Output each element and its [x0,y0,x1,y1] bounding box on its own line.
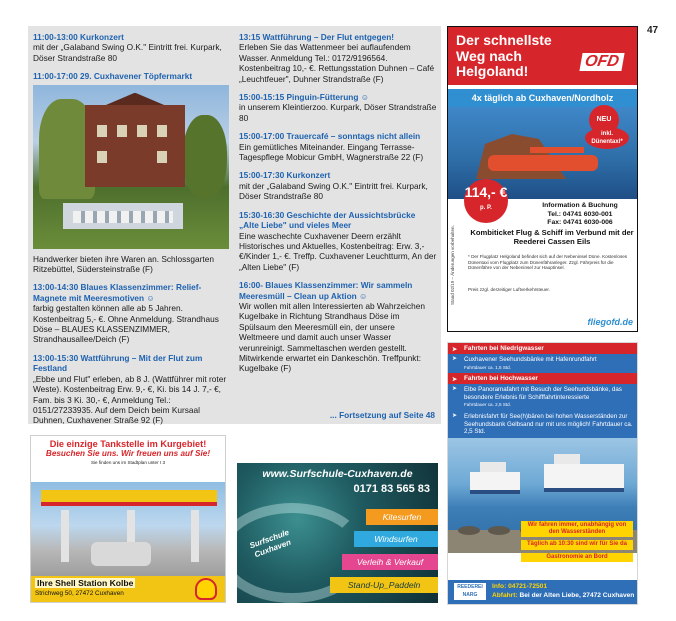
ofd-website-link[interactable]: fliegofd.de [587,317,633,327]
bullet-item: Wir fahren immer, unabhängig von den Wasserständen [521,521,633,537]
shell-slogan: Besuchen Sie uns. Wir freuen uns auf Sie! [45,449,211,458]
price-value: 114,- € [464,184,508,200]
event-title: 11:00-17:00 29. Cuxhavener Töpfermarkt [33,71,193,82]
event-item [33,254,233,275]
arrow-icon: ➤ [452,377,458,384]
shell-headline: Die einzige Tankstelle im Kurgebiet! [49,439,207,449]
event-item [239,32,437,84]
event-body: „Ebbe und Flut" erleben, ab 8 J. (Wattführer mit roter Weste). Kostenbeitrag Erw. 9,- €, Ki. bis 14 J. 7,- €, Fam. bis 3 Ki. 30,- €, Anmeldung Tel.: 0151/27233935. Auf dem Deich beim Kursaal Duhnen, Cuxhavener Straße 92 (F) [33,373,227,426]
event-title: 15:00-17:00 Trauercafé – sonntags nicht allein [239,131,421,142]
neu-badge: NEU [589,105,619,135]
event-title: 13:00-14:30 Blaues Klassenzimmer: Relief-Magnete mit Meeresmotiven ☺ [33,282,202,303]
shell-map-note: Sie finden uns im Stadtplan unter I 3 [90,460,166,465]
ofd-contact [524,202,636,228]
event-item [33,353,233,426]
station-address: Strichweg 50, 27472 Cuxhaven [35,590,124,597]
event-body: in unserem Kleintierzoo. Kurpark, Döser Strandstraße 80 [239,102,437,123]
ofd-headline: Der schnellste Weg nach Helgoland! [456,32,552,79]
service-verleih: Verleih & Verkauf [342,554,438,570]
neu-sub-badge: inkl. Dünentaxi* [585,127,629,149]
shell-header [31,436,225,482]
ofd-band: 4x täglich ab Cuxhaven/Nordholz [448,89,637,107]
service-windsurfen: Windsurfen [354,531,438,547]
event-title: 15:30-16:30 Geschichte der Aussichtsbrücke „Alte Liebe" und vieles Meer [239,209,416,231]
event-body: mit der „Galaband Swing O.K." Eintritt frei. Kurpark, Döser Strandstraße 80 [239,180,428,202]
reederei-contact: Info: 04721-72501 Abfahrt: Bei der Alten Liebe, 27472 Cuxhaven [492,583,635,599]
event-title: 15:00-17:30 Kurkonzert [239,170,331,181]
event-item [33,32,233,63]
event-listing [28,26,441,424]
kombi-ticket-text: Kombiticket Flug & Schiff im Verbund mit der Reederei Cassen Eils [470,228,634,246]
bullet-item: Täglich ab 10:30 sind wir für Sie da [521,540,633,549]
event-body: farbig gestalten können alle ab 5 Jahren. Kostenbeitrag 5,- €. Ohne Anmeldung. Strandhaus Döse – BLAUES KLASSENZIMMER, Strandhausallee/Deich (F) [33,303,219,345]
pottery-market-photo [33,85,229,249]
fax-number: Fax: 04741 6030-006 [547,219,613,227]
event-title: 13:00-15:30 Wattführung – Mit der Flut zum Festland [33,352,203,374]
reederei-footer [448,580,637,604]
surf-ad[interactable] [237,463,438,603]
low-tide-trip: ➤ Cuxhavener Seehundsbänke mit Hafenrundfahrt Fahrtdauer ca. 1,5 Std. [448,354,637,373]
event-title: 16:00- Blaues Klassenzimmer: Wir sammeln Meeresmüll – Clean up Aktion ☺ [239,280,413,301]
event-item [239,280,437,374]
event-body: Handwerker bieten ihre Waren an. Schlossgarten Ritzebüttel, Südersteinstraße (F) [33,253,214,275]
info-title: Information & Buchung [542,202,618,209]
event-item [239,92,437,123]
shell-ad[interactable] [30,435,226,603]
ofd-header [448,27,637,85]
event-title: 15:00-15:15 Pinguin-Fütterung ☺ [239,92,370,103]
event-body: mit der „Galaband Swing O.K." Eintritt frei. Kurpark, Döser Strandstraße 80 [33,42,222,63]
service-kitesurfen: Kitesurfen [366,509,438,525]
ofd-vertical-note: Stand 02/19 – Änderungen vorbehalten. [450,225,455,305]
shell-footer [31,576,225,602]
station-name: Ihre Shell Station Kolbe [37,578,134,588]
event-body: Eine waschechte Cuxhavener Deern erzählt Historisches und Aktuelles, Kostenbeitrag: Erw. 3,- €/Kinder 1,- €. Treffp. Cuxhavener Leuchtturm, An der „Alten Liebe" (F) [239,230,437,272]
event-item [239,131,437,162]
phone-number[interactable]: 04721-72501 [508,583,547,590]
phone-number[interactable]: Tel.: 04741 6030-001 [547,210,613,218]
ship-icon [470,472,520,494]
service-sup: Stand-Up_Paddeln [330,577,438,593]
phone-number[interactable]: 0171 83 565 83 [353,483,430,495]
events-right-column [239,32,437,382]
high-tide-trip: ➤ Elbe Panoramafahrt mit Besuch der Seehundsbänke, das besondere Erlebnis für Schifffahrtinteressierte Fahrtdauer ca. 2,5 Std. [448,384,637,411]
reederei-logo: REEDEREI NARG [454,583,486,600]
arrow-icon: ➤ [452,347,458,353]
event-item [239,210,437,272]
event-body: Wir wollen mit allen Interessierten ab Wahrzeichen Kugelbake in Richtung Strandhaus Döse im Spülsaum den Meeresmüll ein, der unsere Weltmeere und damit auch unser Wasser verunreinigt. Sammeltaschen werden gestellt. Mitwirkende erwartet ein Dankeschön. Treffpunkt: Kugelbake (F) [239,300,425,374]
event-title: 11:00-13:00 Kurkonzert [33,32,124,42]
ofd-logo: OFD [580,53,625,71]
arrow-icon: ➤ [452,412,458,419]
bullet-item: Gastronomie an Bord [521,553,633,562]
arrow-icon: ➤ [452,386,458,393]
events-left-column [33,32,233,434]
shell-logo-icon [195,578,217,600]
price-badge [464,179,508,223]
surf-logo: Surfschule Cuxhaven [248,527,293,560]
ofd-fineprint: * Der Flugplatz Helgoland befindet sich auf der Nebeninsel Düne. Kostenloses Dünentaxi vom Flugplatz zum Dünenfähranleger. Zzgl. Fährpreis für die Dünenfähre von der Nebeninsel zur Hauptinsel. [468,254,628,271]
event-item [239,170,437,201]
gas-station-photo [31,482,225,579]
event-item [33,282,233,344]
ofd-ad[interactable] [447,26,638,332]
high-tide-heading: ➤ Fahrten bei Hochwasser [448,373,637,384]
ship-icon [544,464,624,492]
price-unit: p. P. [480,205,492,211]
plane-icon [488,155,598,171]
event-body: Erleben Sie das Wattenmeer bei auflaufendem Wasser. Anmeldung Tel.: 0172/9196564. Kostenbeitrag 10,- €. Rettungsstation Duhnen – Café „Leuchtfeuer", Duhner Strandstraße (F) [239,42,435,84]
adventure-trip: ➤ Erlebnisfahrt für See(h)bären bei hohen Wasserständen zur Seehundsbank Gelbsand nur mit uns möglich! Fahrtdauer ca. 2,5 Std. [448,411,637,438]
reederei-ad[interactable] [447,342,638,605]
low-tide-heading: ➤ Fahrten bei Niedrigwasser [448,343,637,354]
event-item [33,71,233,81]
event-body: Ein gemütliches Miteinander. Eingang Terrasse-Tagespflege Mobicur GmbH, Wagnerstraße 22 (F) [239,141,424,163]
surf-website-link[interactable]: www.Surfschule-Cuxhaven.de [262,468,413,480]
continued-link[interactable]: ... Fortsetzung auf Seite 48 [329,410,435,420]
arrow-icon: ➤ [452,356,458,362]
reederei-bullets [521,521,633,565]
event-title: 13:15 Wattführung – Der Flut entgegen! [239,32,395,42]
ofd-fineprint-tax: Preis zzgl. derzeitiger Luftverkehrsteuer. [468,287,550,292]
page-number: 47 [647,25,659,36]
